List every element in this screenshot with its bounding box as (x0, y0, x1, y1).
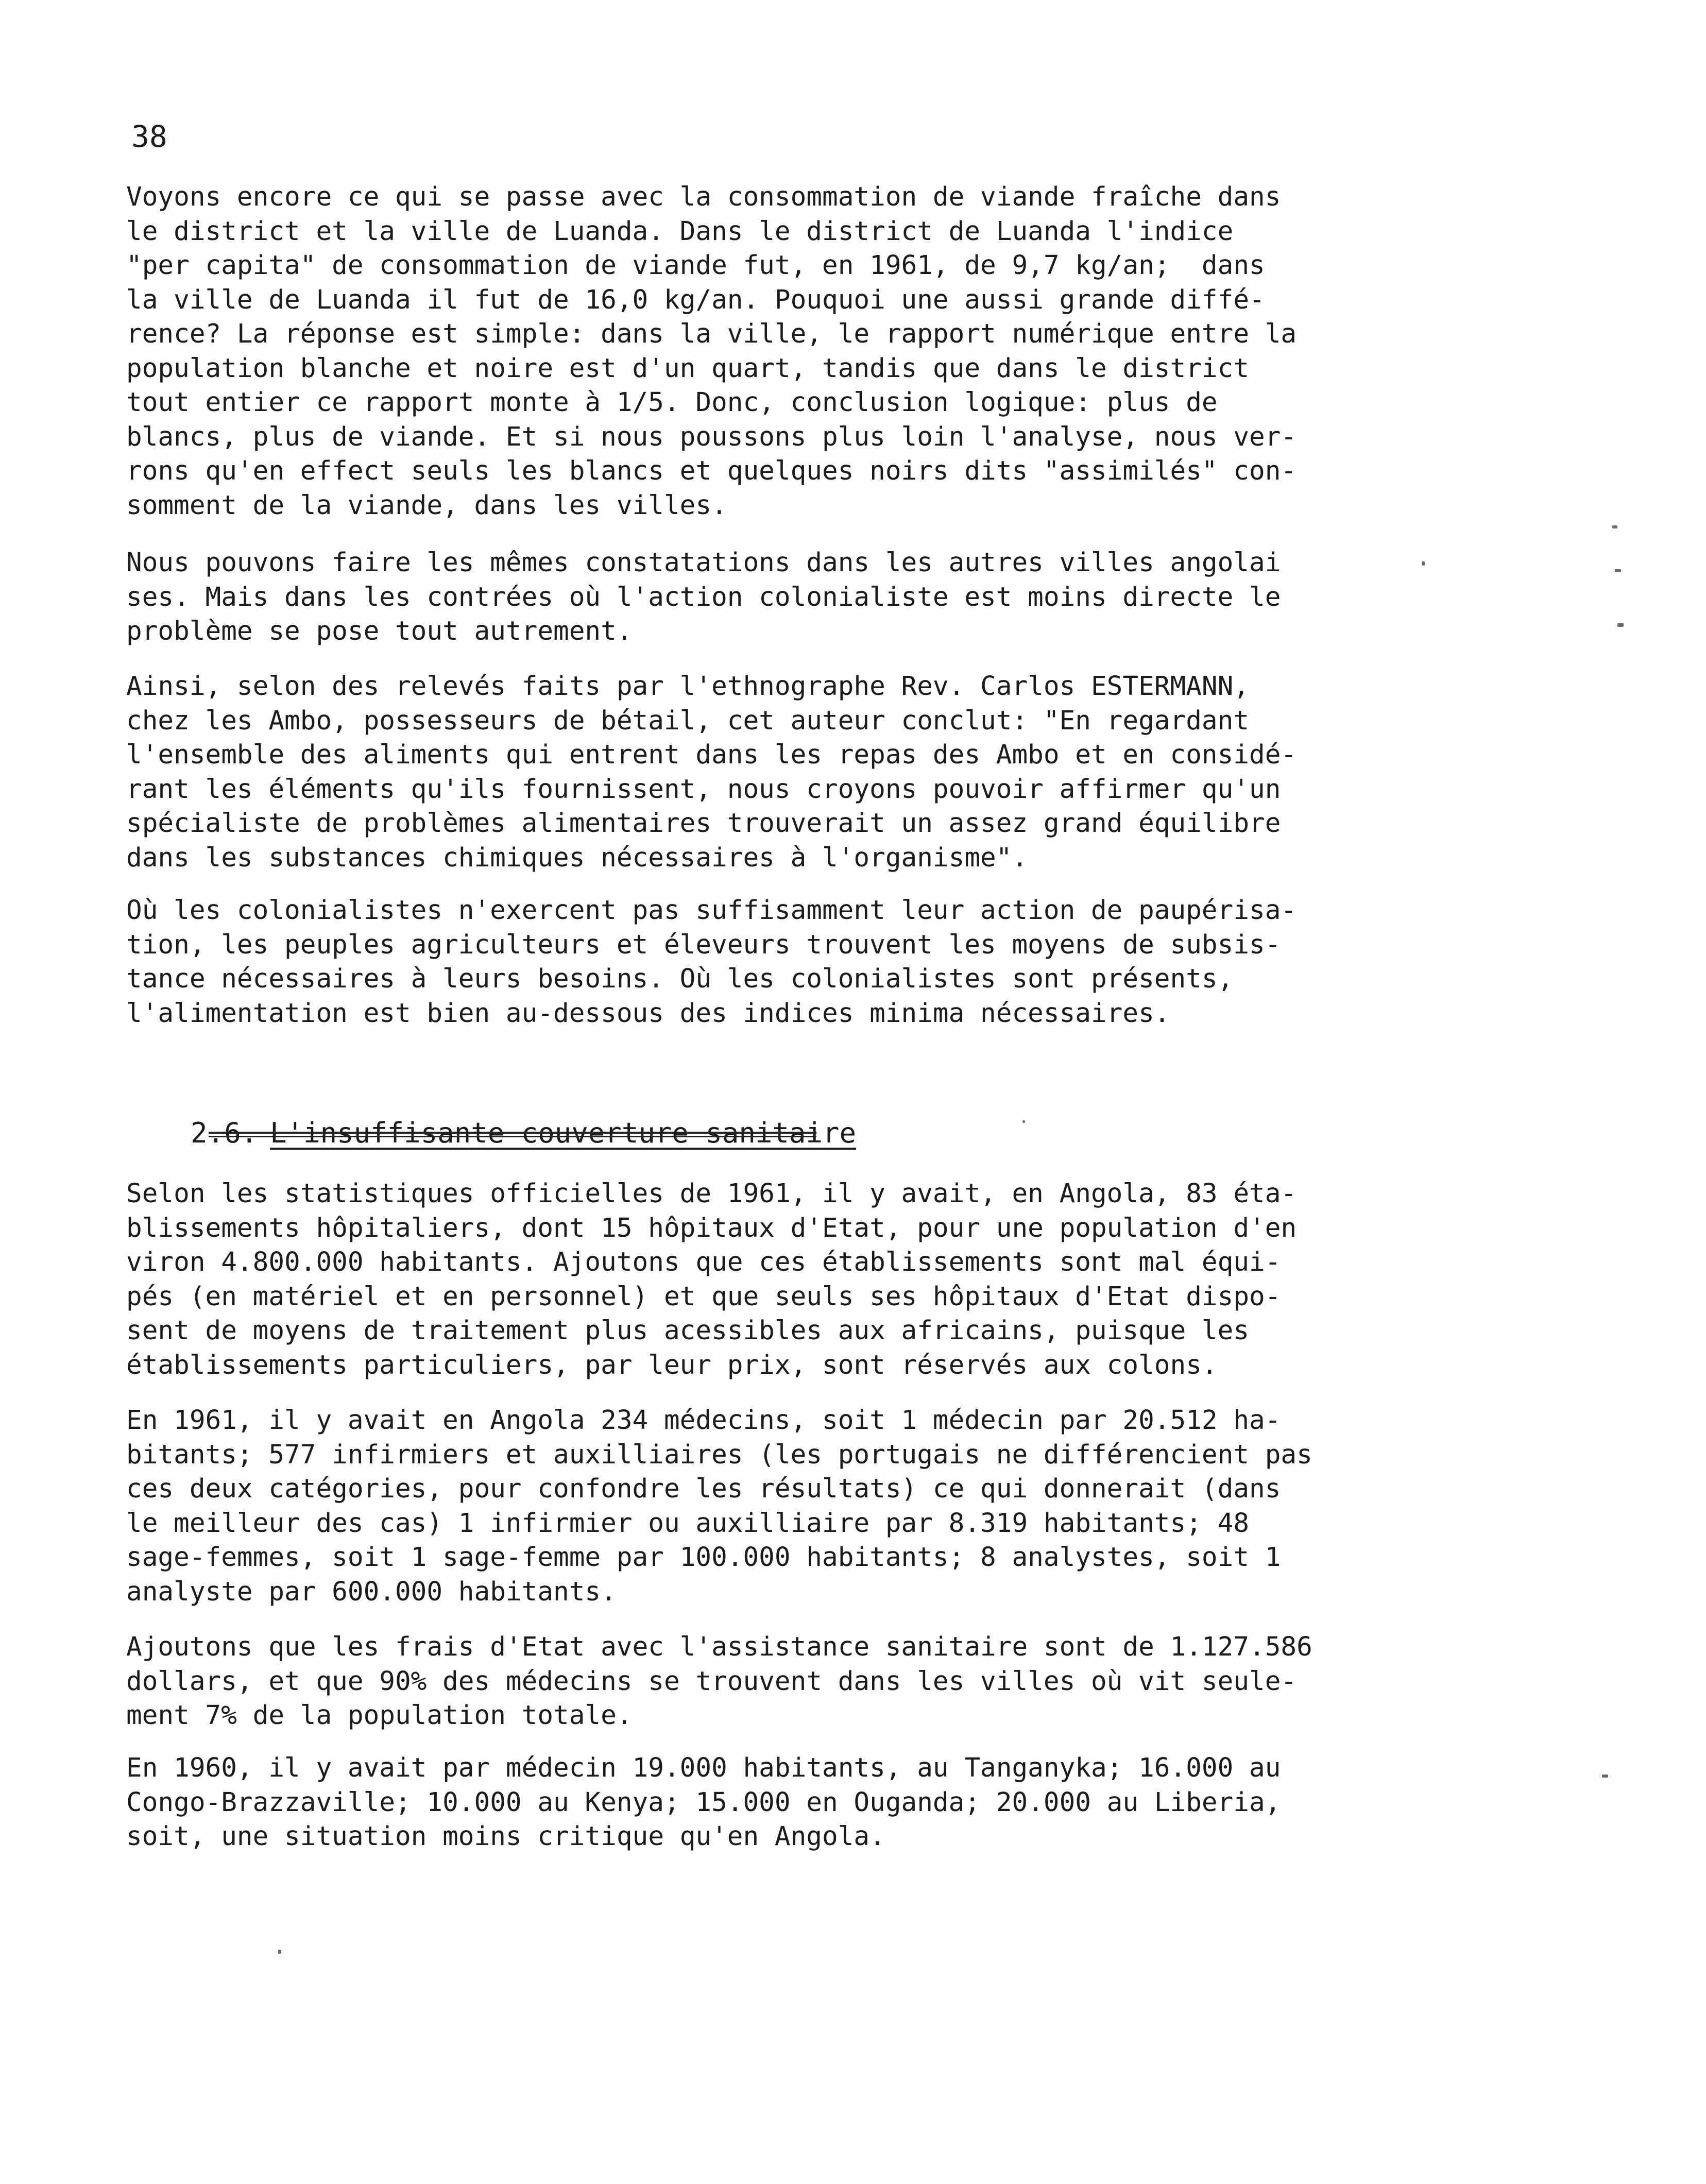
section-title: L'insuffisante couverture sanitaire (270, 1117, 856, 1149)
paragraph-estermann: Ainsi, selon des relevés faits par l'ethnographe Rev. Carlos ESTERMANN, chez les Ambo, possesseurs de bétail, cet auteur conclut: "En regardant l'ensemble des aliments qui entrent dans les repas des Ambo et en considé- rant les éléments qu'ils fournissent, nous croyons pouvoir affirmer qu'un spécialiste de problèmes alimentaires trouverait un assez grand équilibre dans les substances chimiques nécessaires à l'organisme". (126, 671, 1297, 873)
scan-speck (1422, 561, 1425, 566)
scan-speck (1617, 623, 1624, 627)
paragraph-comparison: En 1960, il y avait par médecin 19.000 habitants, au Tanganyka; 16.000 au Congo-Brazzaville; 10.000 au Kenya; 15.000 en Ouganda; 20.000 au Liberia, soit, une situation moins critique qu'en Angola. (126, 1753, 1281, 1852)
scan-speck (1022, 1120, 1025, 1123)
paragraph-meat-consumption: Voyons encore ce qui se passe avec la consommation de viande fraîche dans le district et la ville de Luanda. Dans le district de Luanda l'indice "per capita" de consommation de viande fut, en 1961, de 9,7 kg/an; dans la ville de Luanda il fut de 16,0 kg/an. Pouquoi une aussi grande diffé- rence? La réponse est simple: dans la ville, le rapport numérique entre la population blanche et noire est d'un quart, tandis que dans le district tout entier ce rapport monte à 1/5. Donc, conclusion logique: plus de blancs, plus de viande. Et si nous poussons plus loin l'analyse, nous ver- rons qu'en effect seuls les blancs et quelques noirs dits "assimilés" con- somment de la viande, dans les villes. (126, 182, 1297, 521)
scan-speck (1612, 525, 1617, 528)
scan-speck (1602, 1774, 1608, 1778)
paragraph-other-cities: Nous pouvons faire les mêmes constatations dans les autres villes angolai ses. Mais dans les contrées où l'action colonialiste est moins directe le problème se pose tout autrement. (126, 548, 1281, 646)
section-heading-double-rule (209, 1132, 816, 1137)
paragraph-doctors: En 1961, il y avait en Angola 234 médecins, soit 1 médecin par 20.512 ha- bitants; 577 infirmiers et auxilliaires (les portugais ne différencient pas ces deux catégories, pour confondre les résultats) ce qui donnerait (dans le meilleur des cas) 1 infirmier ou auxilliaire par 8.319 habitants; 48 sage-femmes, soit 1 sage-femme par 100.000 habitants; 8 analystes, soit 1 analyste par 600.000 habitants. (126, 1405, 1312, 1607)
paragraph-colonialists: Où les colonialistes n'exercent pas suffisamment leur action de paupérisa- tion, les peuples agriculteurs et éleveurs trouvent les moyens de subsis- tance nécessaires à leurs besoins. Où les colonialistes sont présents, l'alimentation est bien au-dessous des indices minima nécessaires. (126, 895, 1297, 1029)
paragraph-hospitals: Selon les statistiques officielles de 1961, il y avait, en Angola, 83 éta- blissements hôpitaliers, dont 15 hôpitaux d'Etat, pour une population d'en viron 4.800.000 habitants. Ajoutons que ces établissements sont mal équi- pés (en matériel et en personnel) et que seuls ses hôpitaux d'Etat dispo- sent de moyens de traitement plus acessibles aux africains, puisque les établissements particuliers, par leur prix, sont réservés aux colons. (126, 1179, 1297, 1380)
section-number: 2.6. (191, 1117, 258, 1149)
scan-speck (1615, 569, 1621, 572)
page-number: 38 (131, 119, 167, 154)
paragraph-state-expenses: Ajoutons que les frais d'Etat avec l'assistance sanitaire sont de 1.127.586 dollars, et que 90% des médecins se trouvent dans les villes où vit seule- ment 7% de la population totale. (126, 1632, 1312, 1731)
scan-speck (278, 1950, 281, 1954)
